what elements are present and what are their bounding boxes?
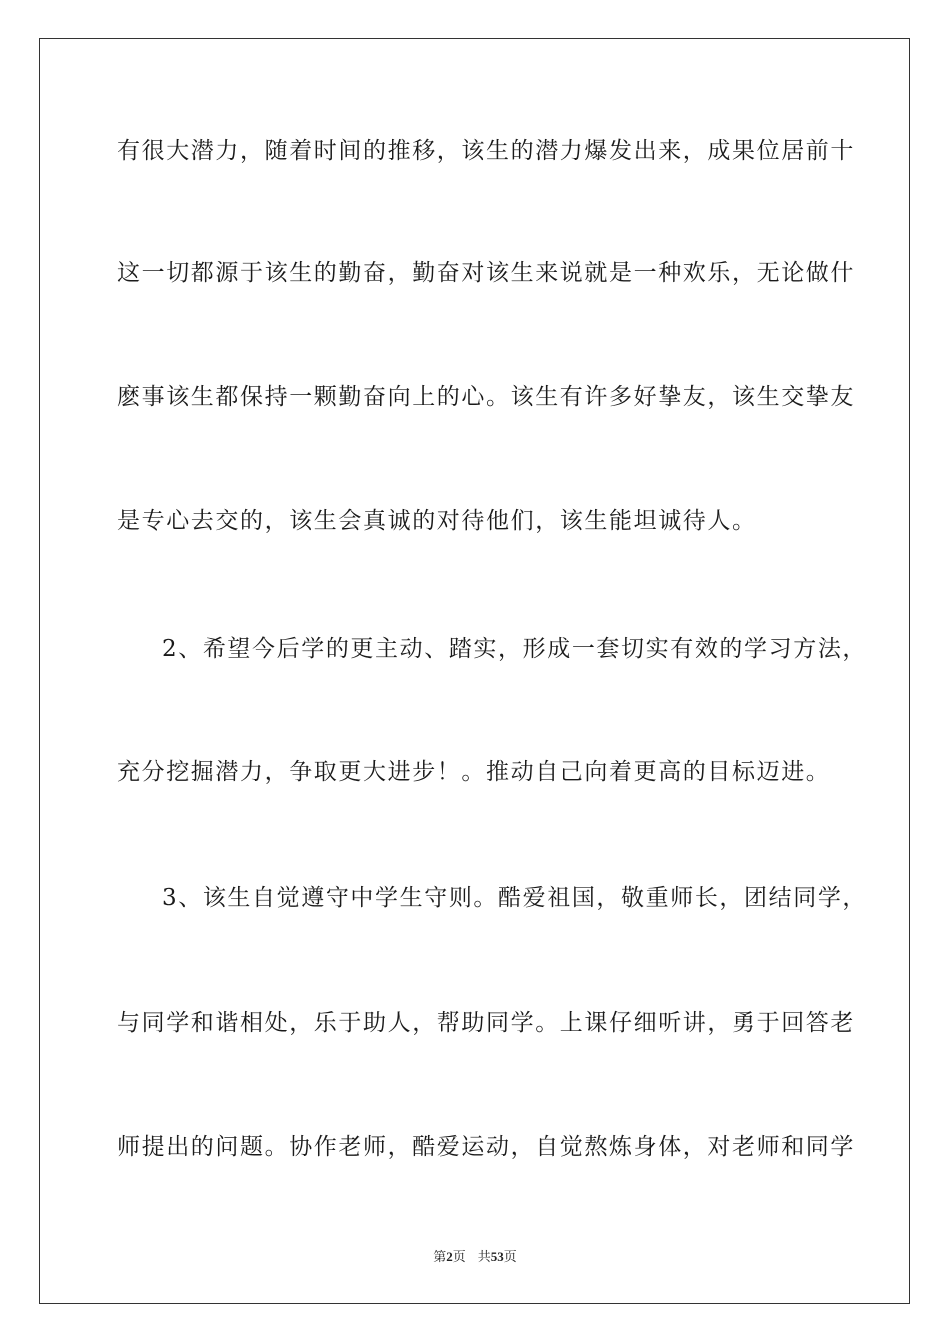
- total-suffix: 页: [503, 1249, 517, 1264]
- paragraph-line-3: 麽事该生都保持一颗勤奋向上的心。该生有许多好挚友，该生交挚友: [117, 384, 855, 410]
- page-border: [39, 38, 910, 1304]
- page-suffix: 页: [452, 1249, 466, 1264]
- paragraph-line-4: 是专心去交的，该生会真诚的对待他们，该生能坦诚待人。: [117, 508, 757, 534]
- paragraph-line-6: 充分挖掘潜力，争取更大进步！。推动自己向着更高的目标迈进。: [117, 759, 831, 785]
- page-prefix: 第: [433, 1249, 447, 1264]
- paragraph-line-5: 2、希望今后学的更主动、踏实，形成一套切实有效的学习方法，: [162, 636, 868, 662]
- paragraph-line-9: 师提出的问题。协作老师，酷爱运动，自觉熬炼身体，对老师和同学: [117, 1134, 855, 1160]
- paragraph-line-1: 有很大潜力，随着时间的推移，该生的潜力爆发出来，成果位居前十: [117, 138, 855, 164]
- paragraph-line-7: 3、该生自觉遵守中学生守则。酷爱祖国，敬重师长，团结同学，: [162, 885, 868, 911]
- paragraph-line-8: 与同学和谐相处，乐于助人，帮助同学。上课仔细听讲，勇于回答老: [117, 1010, 855, 1036]
- total-pages: 53: [490, 1249, 504, 1264]
- paragraph-line-2: 这一切都源于该生的勤奋，勤奋对该生来说就是一种欢乐，无论做什: [117, 260, 855, 286]
- page-footer: [0, 1248, 950, 1266]
- page-number: 2: [446, 1249, 453, 1264]
- total-prefix: 共: [477, 1249, 491, 1264]
